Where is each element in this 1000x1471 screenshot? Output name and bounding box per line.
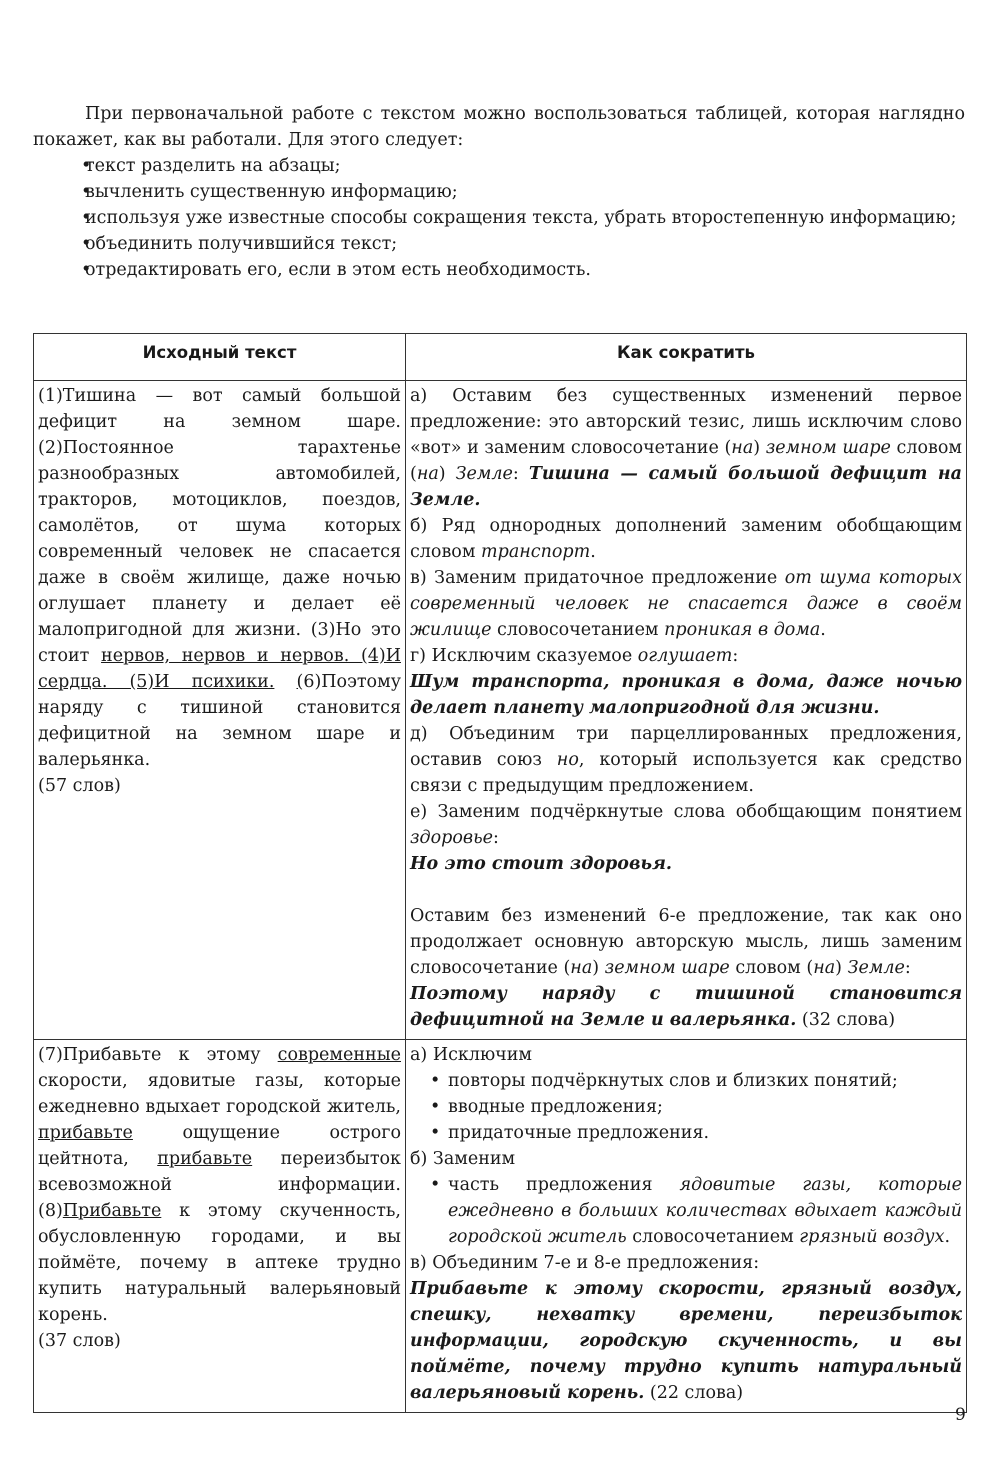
step-g — [410, 643, 962, 669]
text: словосочетанием — [626, 1227, 800, 1247]
source-text: переизбыток всевозможной информации. (8) — [38, 1149, 401, 1221]
step-b: б) Заменим — [410, 1149, 516, 1169]
text: словом ( — [410, 438, 963, 484]
source-text: (7)Прибавьте к этому — [38, 1045, 278, 1065]
list-item-text: • используя уже известные способы сокращения текста, убрать второстепенную информацию; — [85, 208, 957, 228]
shorten-method-cell — [406, 1040, 967, 1413]
source-text: ощущение острого цейтнота, — [38, 1123, 401, 1169]
underlined-text: ( — [296, 672, 304, 692]
source-text: (1)Тишина — вот самый большой дефицит на земном шаре. (2)Постоянное тарахтенье разнообразных автомобилей, тракторов, мотоциклов, поездов, самолётов, от шума которых современный человек не спасается даже в своём жилище, даже ночью оглушает планету и делает её малопригодной для жизни. (3)Но это стоит — [38, 386, 401, 666]
text: ) — [438, 464, 456, 484]
text: : — [492, 828, 499, 848]
result-sentence: Тишина — самый большой дефицит на Земле. — [410, 464, 962, 510]
italic-text: земном шаре — [765, 438, 891, 458]
text: ) — [753, 438, 766, 458]
text: Оставим без изменений 6-е предложение, так как оно продолжает основную авторскую мысль, лишь заменим словосочетание ( — [410, 906, 962, 978]
word-count: (32 слова) — [796, 1010, 896, 1030]
text: . — [820, 620, 826, 640]
list-item — [33, 153, 965, 179]
underlined-text: прибавьте — [38, 1123, 133, 1143]
result-sentence: Поэтому наряду с тишиной становится дефицитной на Земле и валерьянка. — [410, 984, 962, 1030]
text: часть предложения — [448, 1175, 680, 1195]
text: д) Объединим три парцеллированных предложения, оставив союз — [410, 724, 962, 770]
intro-paragraph: При первоначальной работе с текстом можно воспользоваться таблицей, которая наглядно покажет, как вы работали. Для этого следует: — [33, 104, 965, 150]
source-text — [274, 672, 296, 692]
final-result — [410, 1276, 962, 1406]
table-header-row — [34, 334, 967, 381]
text: г) Исключим сказуемое — [410, 646, 638, 666]
result-sentence: Но это стоит здоровья. — [410, 854, 673, 874]
intro-section — [33, 101, 965, 283]
shorten-method-cell — [406, 381, 967, 1040]
italic-text: но — [556, 750, 579, 770]
header-how-to-shorten: Как сократить — [406, 334, 967, 381]
step-final — [410, 903, 962, 981]
italic-text: от шума которых современный человек не спасается даже в своём жилище — [410, 568, 962, 640]
italic-text: на — [731, 438, 754, 458]
word-count: (57 слов) — [38, 776, 121, 796]
final-result — [410, 981, 962, 1033]
list-item — [33, 231, 965, 257]
list-item-text: • текст разделить на абзацы; — [85, 156, 341, 176]
underlined-text: прибавьте — [157, 1149, 253, 1169]
list-item — [410, 1172, 962, 1250]
result-sentence: Шум транспорта, проникая в дома, даже ночью делает планету малопригодной для жизни. — [410, 672, 962, 718]
italic-text: здоровье — [410, 828, 493, 848]
step-b — [410, 513, 962, 565]
source-text: 6)Поэтому наряду с тишиной становится дефицитной на земном шаре и валерьянка. — [38, 672, 401, 770]
exclude-list — [410, 1068, 962, 1146]
list-item: • придаточные предложения. — [410, 1120, 962, 1146]
text: словом ( — [729, 958, 814, 978]
italic-text: грязный воздух — [799, 1227, 945, 1247]
italic-text: ядовитые газы, которые ежедневно в больших количествах вдыхает каждый городской житель — [448, 1175, 962, 1247]
text: е) Заменим подчёркнутые слова обобщающим понятием — [410, 802, 962, 822]
list-item: • повторы подчёркнутых слов и близких понятий; — [410, 1068, 962, 1094]
text: : — [512, 464, 529, 484]
step-v — [410, 565, 962, 643]
italic-text: транспорт — [481, 542, 591, 562]
step-a — [410, 383, 962, 513]
page-number: 9 — [955, 1405, 966, 1425]
comparison-table — [33, 333, 967, 1413]
italic-text: Земле — [847, 958, 905, 978]
text: : — [732, 646, 739, 666]
word-count: (37 слов) — [38, 1331, 121, 1351]
intro-bullet-list — [33, 153, 965, 283]
spacer — [410, 877, 962, 903]
underlined-text: современные — [277, 1045, 401, 1065]
list-item-text: • объединить получившийся текст; — [85, 234, 398, 254]
italic-text: оглушает — [637, 646, 733, 666]
source-text-cell — [34, 381, 406, 1040]
step-a: а) Исключим — [410, 1045, 533, 1065]
italic-text: на — [813, 958, 836, 978]
text: , который используется как средство связи с предыдущим предложением. — [410, 750, 962, 796]
table-row — [34, 381, 967, 1040]
text: . — [590, 542, 596, 562]
italic-text: земном шаре — [604, 958, 730, 978]
word-count: (22 слова) — [644, 1383, 744, 1403]
result-sentence: Прибавьте к этому скорости, грязный воздух, спешку, нехватку времени, переизбыток информации, городскую скученность, и вы поймёте, почему трудно купить натуральный валерьяновый корень. — [410, 1279, 962, 1403]
italic-text: на — [416, 464, 439, 484]
list-item — [33, 205, 965, 231]
replace-list — [410, 1172, 962, 1250]
underlined-text: нервов, нервов и нервов. (4)И сердца. (5)И психики. — [38, 646, 401, 692]
header-source-text: Исходный текст — [34, 334, 406, 381]
list-item: • вводные предложения; — [410, 1094, 962, 1120]
step-e — [410, 799, 962, 851]
text: : — [904, 958, 911, 978]
step-v: в) Объединим 7-е и 8-е предложения: — [410, 1253, 760, 1273]
list-item-text: • вычленить существенную информацию; — [85, 182, 458, 202]
text: . — [944, 1227, 951, 1247]
source-text: к этому скученность, обусловленную городами, и вы поймёте, почему в аптеке трудно купить натуральный валерьяновый корень. — [38, 1201, 401, 1325]
italic-text: проникая в дома — [664, 620, 821, 640]
text: б) Ряд однородных дополнений заменим обобщающим словом — [410, 516, 962, 562]
text: в) Заменим придаточное предложение — [410, 568, 785, 588]
list-item-text: • отредактировать его, если в этом есть необходимость. — [85, 260, 591, 280]
italic-text: на — [570, 958, 593, 978]
source-text-cell — [34, 1040, 406, 1413]
text: а) Оставим без существенных изменений первое предложение: это авторский тезис, лишь исключим слово «вот» и заменим словосочетание ( — [410, 386, 962, 458]
italic-text: Земле — [455, 464, 513, 484]
source-text: скорости, ядовитые газы, которые ежедневно вдыхает городской житель, — [38, 1071, 401, 1117]
underlined-text: Прибавьте — [62, 1201, 162, 1221]
text: ) — [592, 958, 605, 978]
table-row — [34, 1040, 967, 1413]
list-item — [33, 257, 965, 283]
list-item — [33, 179, 965, 205]
text: ) — [835, 958, 848, 978]
text: словосочетанием — [491, 620, 665, 640]
step-d — [410, 721, 962, 799]
